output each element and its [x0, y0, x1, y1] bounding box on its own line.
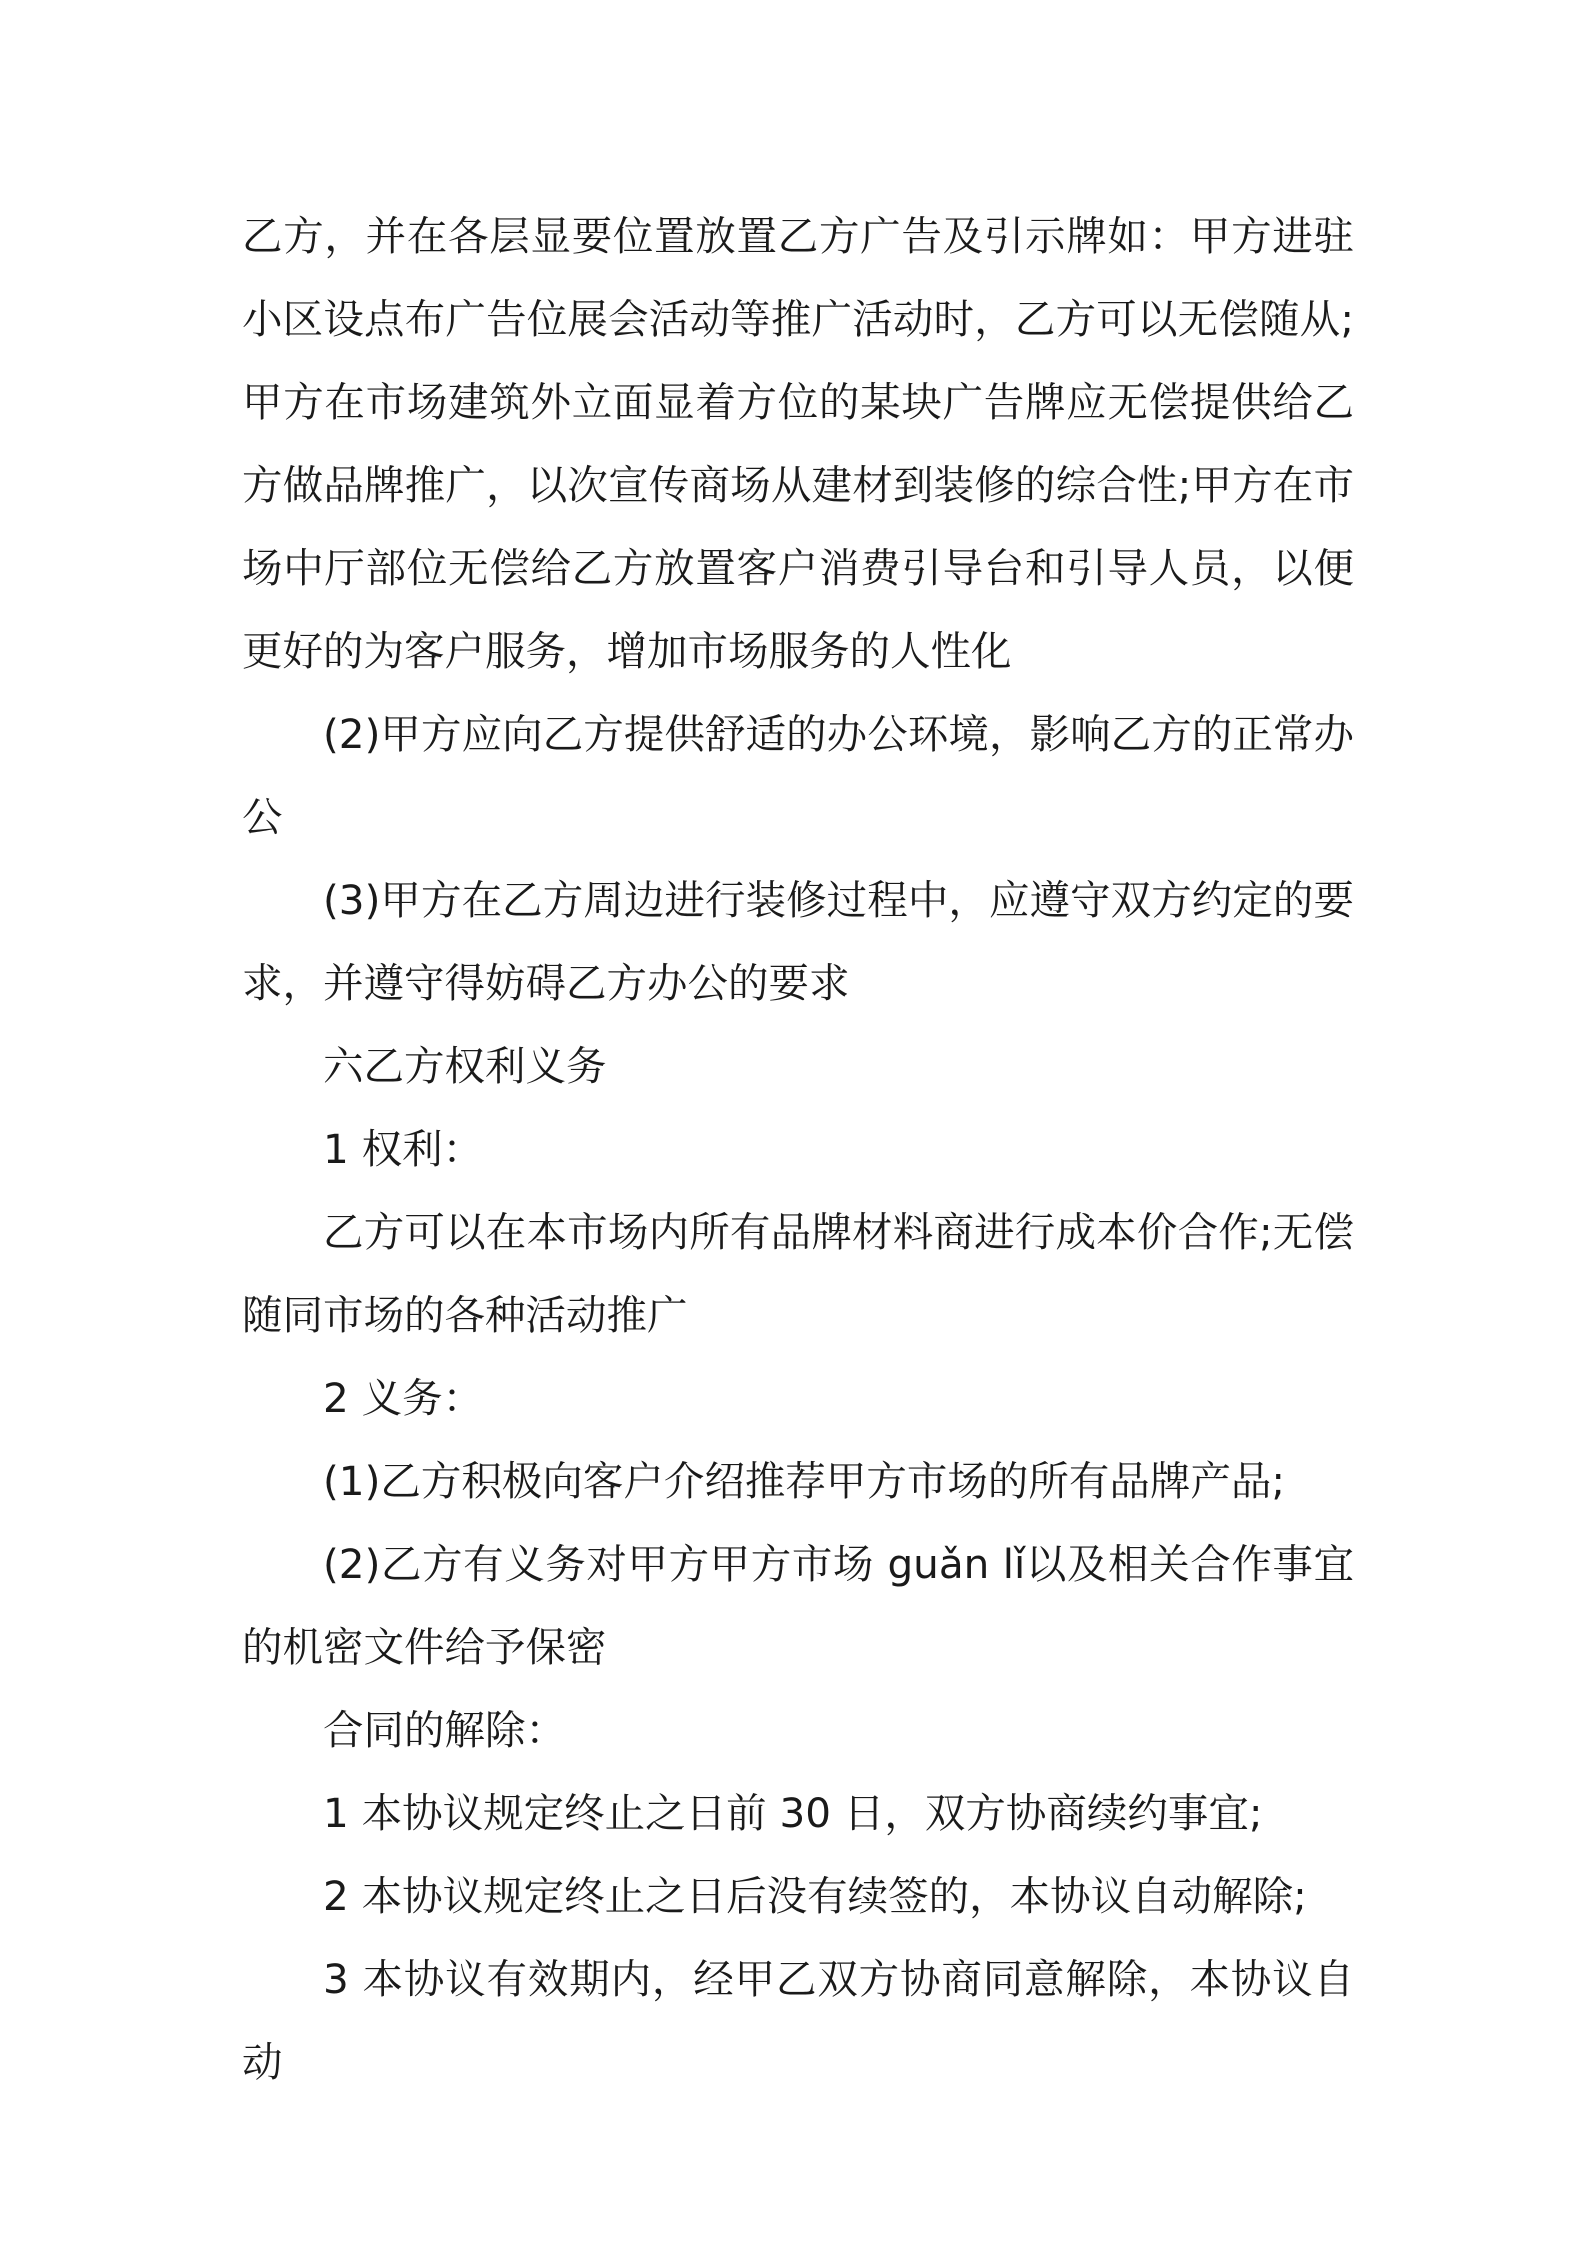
paragraph-obligation-2: (2)乙方有义务对甲方甲方市场 guǎn lǐ以及相关合作事宜的机密文件给予保密 [242, 1540, 1354, 1671]
paragraph-termination-3: 3 本协议有效期内，经甲乙双方协商同意解除，本协议自动 [242, 1955, 1354, 2086]
paragraph-obligation-1: (1)乙方积极向客户介绍推荐甲方市场的所有品牌产品; [323, 1457, 1286, 1505]
paragraph-promotion-terms: 乙方，并在各层显要位置放置乙方广告及引示牌如：甲方进驻小区设点布广告位展会活动等推广活动时，乙方可以无偿随从;甲方在市场建筑外立面显着方位的某块广告牌应无偿提供给乙方做品牌推广，以次宣传商场从建材到装修的综合性;甲方在市场中厅部位无偿给乙方放置客户消费引导台和引导人员，以便更好的为客户服务，增加市场服务的人性化 [242, 212, 1354, 675]
paragraph-office-environment: (2)甲方应向乙方提供舒适的办公环境，影响乙方的正常办公 [242, 710, 1354, 841]
subheading-termination: 合同的解除： [323, 1706, 566, 1754]
paragraph-termination-2: 2 本协议规定终止之日后没有续签的，本协议自动解除; [323, 1872, 1307, 1920]
paragraph-termination-1: 1 本协议规定终止之日前 30 日，双方协商续约事宜; [323, 1789, 1263, 1837]
section-heading-party-b-rights: 六乙方权利义务 [323, 1042, 607, 1090]
subheading-obligations: 2 义务： [323, 1374, 484, 1422]
paragraph-renovation-rules: (3)甲方在乙方周边进行装修过程中，应遵守双方约定的要求，并遵守得妨碍乙方办公的要求 [242, 876, 1354, 1007]
subheading-rights: 1 权利： [323, 1125, 484, 1173]
document-body [242, 195, 1354, 2104]
paragraph-rights-detail: 乙方可以在本市场内所有品牌材料商进行成本价合作;无偿随同市场的各种活动推广 [242, 1208, 1354, 1339]
